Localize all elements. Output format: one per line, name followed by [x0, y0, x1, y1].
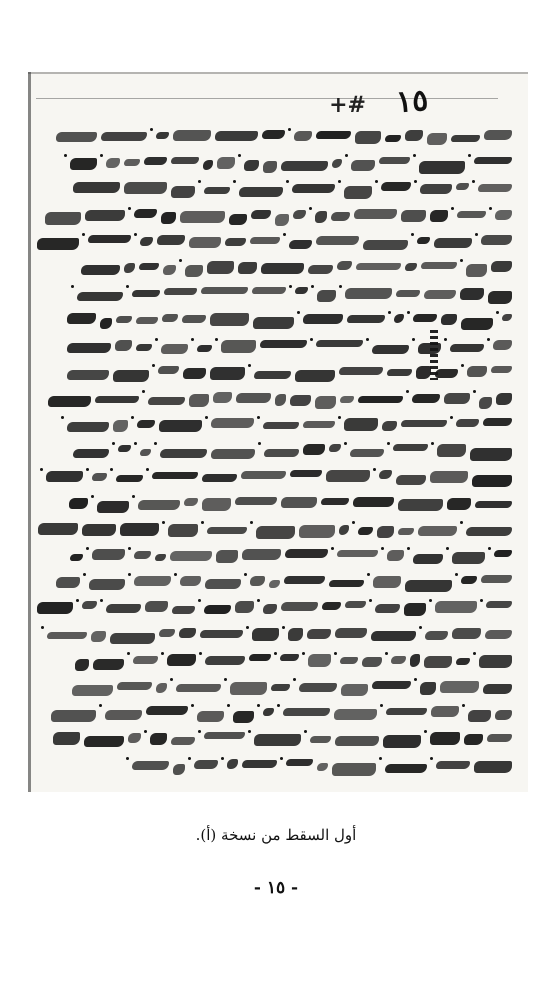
manuscript-line [34, 753, 514, 778]
manuscript-line [34, 491, 514, 516]
manuscript-top-rule [36, 98, 498, 99]
manuscript-line [34, 334, 514, 359]
manuscript-margin-mark: +# [329, 92, 366, 118]
manuscript-line [34, 674, 514, 699]
manuscript-line [34, 700, 514, 725]
manuscript-line [34, 622, 514, 647]
manuscript-line [34, 543, 514, 568]
manuscript-handwriting [34, 124, 514, 779]
manuscript-line [34, 229, 514, 254]
manuscript-line [34, 595, 514, 620]
manuscript-line [34, 726, 514, 751]
manuscript-line [34, 517, 514, 542]
manuscript-left-edge [28, 72, 31, 792]
manuscript-line [34, 386, 514, 411]
manuscript-line [34, 150, 514, 175]
manuscript-line [34, 569, 514, 594]
manuscript-line [34, 307, 514, 332]
manuscript-line [34, 464, 514, 489]
manuscript-line [34, 360, 514, 385]
manuscript-top-edge [28, 72, 528, 74]
manuscript-folio-number: ١٥ [394, 82, 430, 121]
manuscript-line [34, 203, 514, 228]
manuscript-line [34, 255, 514, 280]
manuscript-line [34, 124, 514, 149]
manuscript-line [34, 648, 514, 673]
manuscript-line [34, 281, 514, 306]
page-number: - ١٥ - [253, 878, 299, 898]
manuscript-line [34, 412, 514, 437]
manuscript-image [28, 72, 528, 792]
figure-caption: أول السقط من نسخة (أ). [195, 826, 357, 844]
manuscript-line [34, 176, 514, 201]
manuscript-line [34, 438, 514, 463]
